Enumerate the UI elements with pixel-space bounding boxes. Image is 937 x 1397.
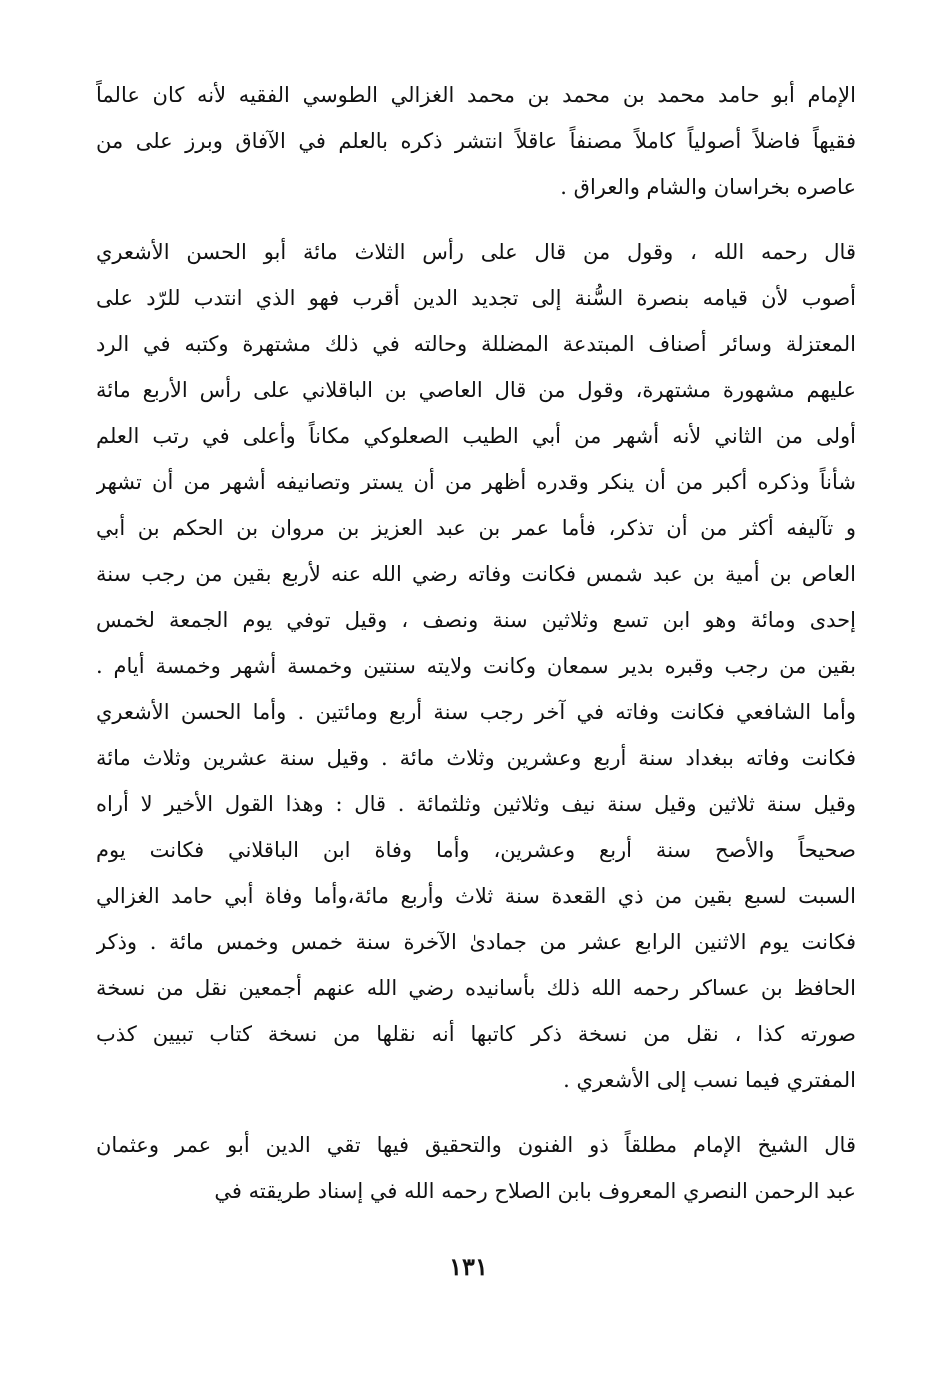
text-line: فكانت وفاته ببغداد سنة أربع وعشرين وثلاث مائة . وقيل سنة عشرين وثلاث مائة: [96, 746, 856, 770]
text-line: فقيهاً فاضلاً أصولياً كاملاً مصنفاً عاقلاً انتشر ذكره بالعلم في الآفاق وبرز على من: [96, 129, 856, 153]
paragraph: [96, 1122, 856, 1214]
text-line: وقيل سنة ثلاثين وقيل سنة نيف وثلاثين وثلثمائة . قال : وهذا القول الأخير لا أراه: [96, 792, 856, 816]
text-line: الحافظ بن عساكر رحمه الله ذلك بأسانيده رضي الله عنهم أجمعين نقل من نسخة: [96, 976, 856, 1000]
text-line: شأناً وذكره أكبر من أن ينكر وقدره أظهر من أن يستر وتصانيفه أشهر من أن تشهر: [96, 470, 856, 494]
text-line: الإمام أبو حامد محمد بن محمد بن محمد الغزالي الطوسي الفقيه لأنه كان عالماً: [96, 83, 856, 107]
text-line: عليهم مشهورة مشتهرة، وقول من قال العاصي بن الباقلاني على رأس الأربع مائة: [96, 378, 856, 402]
text-line: فكانت يوم الاثنين الرابع عشر من جمادىٰ الآخرة سنة خمس وخمس مائة . وذكر: [96, 930, 856, 954]
text-line: بقين من رجب وقبره بدير سمعان وكانت ولايته سنتين وخمسة أشهر وخمسة أيام .: [96, 654, 856, 678]
paragraph: [96, 229, 856, 1103]
text-line: إحدى ومائة وهو ابن تسع وثلاثين سنة ونصف ، وقيل توفي يوم الجمعة لخمس: [96, 608, 856, 632]
text-line: صحيحاً والأصح سنة أربع وعشرين، وأما وفاة ابن الباقلاني فكانت يوم: [96, 838, 856, 862]
text-line: صورته كذا ، نقل من نسخة ذكر كاتبها أنه نقلها من نسخة كتاب تبيين كذب: [96, 1022, 856, 1046]
text-line: العاص بن أمية بن عبد شمس فكانت وفاته رضي الله عنه لأربع بقين من رجب سنة: [96, 562, 856, 586]
body-text: [96, 72, 856, 1214]
page-number: ١٣١: [449, 1252, 488, 1281]
text-line: أولى من الثاني لأنه أشهر من أبي الطيب الصعلوكي مكاناً وأعلى في رتب العلم: [96, 424, 856, 448]
text-line: أصوب لأن قيامه بنصرة السُّنة إلى تجديد الدين أقرب فهو الذي انتدب للرّد على: [96, 286, 856, 310]
text-line: المفتري فيما نسب إلى الأشعري .: [563, 1068, 856, 1092]
text-line: قال الشيخ الإمام مطلقاً ذو الفنون والتحقيق فيها تقي الدين أبو عمر وعثمان: [96, 1133, 856, 1157]
text-line: و تآليفه أكثر من أن تذكر، فأما عمر بن عبد العزيز بن مروان بن الحكم بن أبي: [96, 516, 856, 540]
paragraph-gap: [96, 210, 856, 229]
text-line: المعتزلة وسائر أصناف المبتدعة المضللة وحالته في ذلك مشتهرة وكتبه في الرد: [96, 332, 856, 356]
text-line: قال رحمه الله ، وقول من قال على رأس الثلاث مائة أبو الحسن الأشعري: [96, 240, 856, 264]
paragraph: [96, 72, 856, 210]
paragraph-gap: [96, 1103, 856, 1122]
text-line: عبد الرحمن النصري المعروف بابن الصلاح رحمه الله في إسناد طريقته في: [214, 1179, 856, 1203]
text-line: السبت لسبع بقين من ذي القعدة سنة ثلاث وأربع مائة،وأما وفاة أبي حامد الغزالي: [96, 884, 856, 908]
text-line: عاصره بخراسان والشام والعراق .: [560, 175, 856, 199]
text-line: وأما الشافعي فكانت وفاته في آخر رجب سنة أربع ومائتين . وأما الحسن الأشعري: [96, 700, 856, 724]
